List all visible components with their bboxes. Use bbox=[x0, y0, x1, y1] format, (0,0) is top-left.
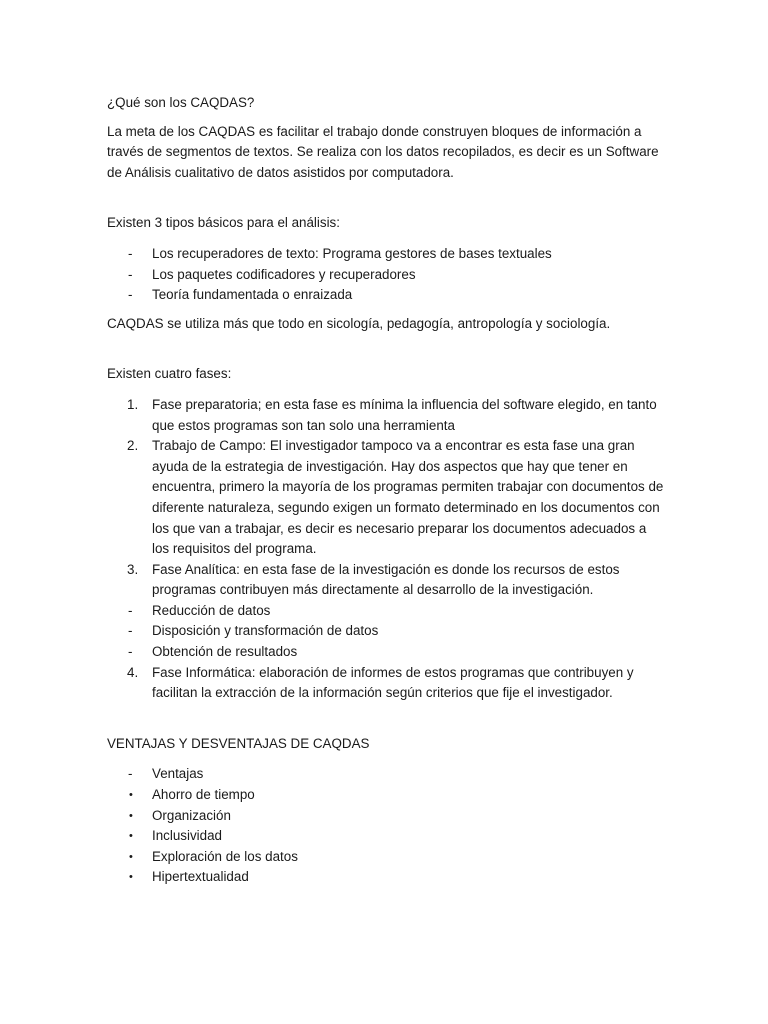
bullet-marker: • bbox=[129, 789, 133, 802]
bullet-marker: • bbox=[129, 809, 133, 822]
list-item-text: Disposición y transformación de datos bbox=[152, 623, 379, 639]
list-item-text: Organización bbox=[152, 807, 231, 823]
list-item bbox=[107, 764, 667, 785]
document-body bbox=[107, 93, 667, 888]
list-item bbox=[107, 663, 667, 704]
dash-marker: - bbox=[128, 623, 133, 639]
list-item bbox=[107, 621, 667, 642]
number-marker: 4. bbox=[127, 664, 139, 680]
dash-marker: - bbox=[128, 602, 133, 618]
list-item-text: Ahorro de tiempo bbox=[152, 787, 255, 803]
list-item-text: Fase Analítica: en esta fase de la investigación es donde los recursos de estos programas contribuyen más directamente al desarrollo de la investigación. bbox=[152, 561, 620, 598]
types-heading: Existen 3 tipos básicos para el análisis: bbox=[107, 215, 340, 231]
section-title: ¿Qué son los CAQDAS? bbox=[107, 95, 255, 110]
list-item bbox=[107, 601, 667, 622]
list-item-text: Trabajo de Campo: El investigador tampoco va a encontrar es esta fase una gran ayuda de la estrategia de investigación. Hay dos aspectos que hay que tener en encuentra, primero la mayoría de los programas permiten trabajar con documentos de diferente naturaleza, segundo exigen un formato determinado en los documentos con los que van a trabajar, es decir es necesario preparar los documentos adecuados a los requisitos del programa. bbox=[152, 438, 664, 557]
usage-paragraph: CAQDAS se utiliza más que todo en sicología, pedagogía, antropología y sociología. bbox=[107, 315, 611, 331]
intro-paragraph: La meta de los CAQDAS es facilitar el trabajo donde construyen bloques de información a través de segmentos de textos. Se realiza con los datos recopilados, es decir es un Software de Análisis cualitativo de datos asistidos por computadora. bbox=[107, 123, 659, 180]
list-item-text: Hipertextualidad bbox=[152, 869, 249, 885]
list-item bbox=[107, 244, 667, 265]
list-item bbox=[107, 285, 667, 306]
types-list bbox=[107, 244, 667, 306]
phases-heading: Existen cuatro fases: bbox=[107, 366, 232, 382]
list-item-text: Los paquetes codificadores y recuperadores bbox=[152, 266, 416, 282]
list-item-text: Fase preparatoria; en esta fase es mínima la influencia del software elegido, en tanto que estos programas son tan solo una herramienta bbox=[152, 396, 657, 433]
list-item-text: Teoría fundamentada o enraizada bbox=[152, 287, 353, 303]
list-item bbox=[107, 806, 667, 827]
list-item-text: Fase Informática: elaboración de informes de estos programas que contribuyen y facilitan la extracción de la información según criterios que fije el investigador. bbox=[152, 664, 634, 701]
list-item-text: Obtención de resultados bbox=[152, 644, 298, 660]
phases-list bbox=[107, 395, 667, 704]
list-item bbox=[107, 867, 667, 888]
bullet-marker: • bbox=[129, 850, 133, 863]
number-marker: 2. bbox=[127, 438, 139, 454]
list-item bbox=[107, 642, 667, 663]
list-item-text: Inclusividad bbox=[152, 828, 222, 844]
dash-marker: - bbox=[128, 766, 133, 782]
number-marker: 3. bbox=[127, 561, 139, 577]
dash-marker: - bbox=[128, 266, 133, 282]
pros-heading: VENTAJAS Y DESVENTAJAS DE CAQDAS bbox=[107, 735, 370, 751]
list-item-text: Los recuperadores de texto: Programa gestores de bases textuales bbox=[152, 245, 552, 261]
bullet-marker: • bbox=[129, 830, 133, 843]
dash-marker: - bbox=[128, 245, 133, 261]
list-item bbox=[107, 265, 667, 286]
list-item bbox=[107, 395, 667, 436]
list-item bbox=[107, 785, 667, 806]
dash-marker: - bbox=[128, 287, 133, 303]
bullet-marker: • bbox=[129, 871, 133, 884]
list-item-text: Exploración de los datos bbox=[152, 848, 298, 864]
list-item bbox=[107, 847, 667, 868]
dash-marker: - bbox=[128, 644, 133, 660]
list-item bbox=[107, 436, 667, 560]
list-item-text: Ventajas bbox=[152, 766, 204, 782]
pros-list bbox=[107, 764, 667, 888]
list-item bbox=[107, 560, 667, 601]
list-item-text: Reducción de datos bbox=[152, 602, 271, 618]
list-item bbox=[107, 826, 667, 847]
number-marker: 1. bbox=[127, 396, 139, 412]
